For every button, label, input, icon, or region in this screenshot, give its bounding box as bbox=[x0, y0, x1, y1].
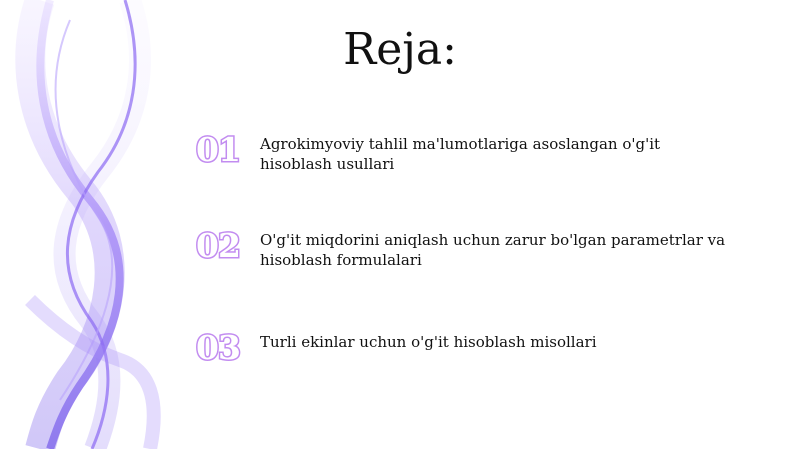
agenda-item bbox=[196, 226, 756, 286]
item-text: Agrokimyoviy tahlil ma'lumotlariga asoslangan o'g'it hisoblash usullari bbox=[260, 135, 661, 173]
slide-title: Reja: bbox=[343, 24, 457, 75]
agenda-item bbox=[196, 130, 756, 190]
item-number: 03 bbox=[196, 328, 240, 367]
agenda-item bbox=[196, 328, 756, 388]
item-text: O'g'it miqdorini aniqlash uchun zarur bo'lgan parametrlar va hisoblash formulalari bbox=[260, 231, 726, 269]
purple-smoke-decoration bbox=[0, 0, 200, 449]
item-number: 01 bbox=[196, 130, 240, 169]
item-text: Turli ekinlar uchun o'g'it hisoblash misollari bbox=[260, 333, 597, 351]
item-number: 02 bbox=[196, 226, 240, 265]
